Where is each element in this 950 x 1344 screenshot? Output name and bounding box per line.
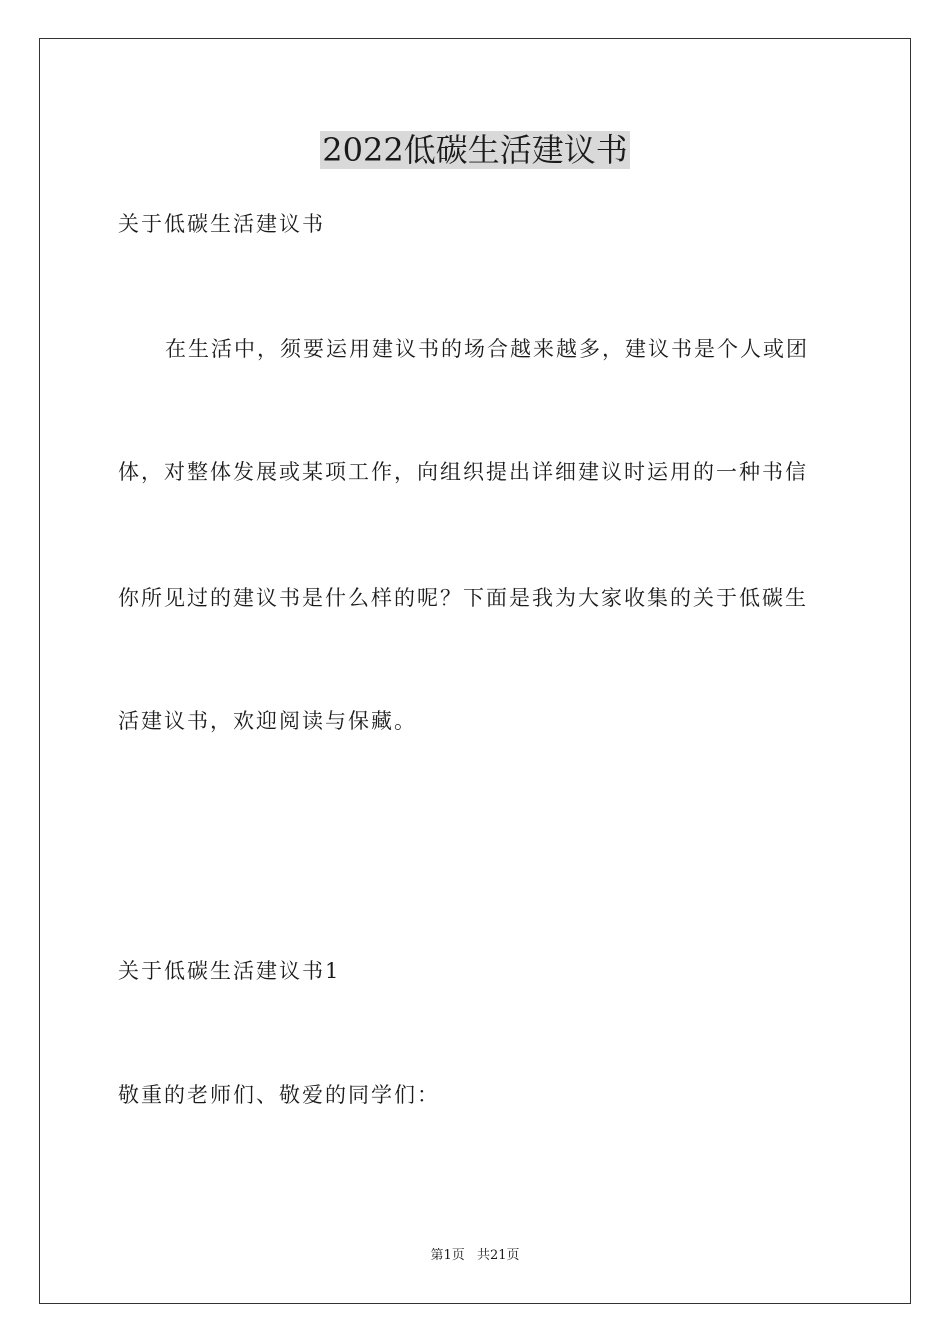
document-title — [0, 128, 950, 172]
salutation: 敬重的老师们、敬爱的同学们： — [118, 1083, 440, 1107]
page-number: 第1页 — [430, 1248, 465, 1263]
document-title-text: 2022低碳生活建议书 — [322, 131, 628, 169]
document-subtitle: 关于低碳生活建议书 — [118, 212, 325, 236]
page-total: 共21页 — [476, 1248, 520, 1263]
paragraph-line: 体，对整体发展或某项工作，向组织提出详细建议时运用的一种书信 — [118, 460, 808, 484]
paragraph-line: 活建议书，欢迎阅读与保藏。 — [118, 709, 417, 733]
paragraph-line: 你所见过的建议书是什么样的呢？下面是我为大家收集的关于低碳生 — [118, 586, 808, 610]
paragraph-line: 在生活中，须要运用建议书的场合越来越多，建议书是个人或团 — [165, 337, 809, 361]
page-footer — [0, 1247, 950, 1265]
section-heading: 关于低碳生活建议书1 — [118, 959, 341, 983]
